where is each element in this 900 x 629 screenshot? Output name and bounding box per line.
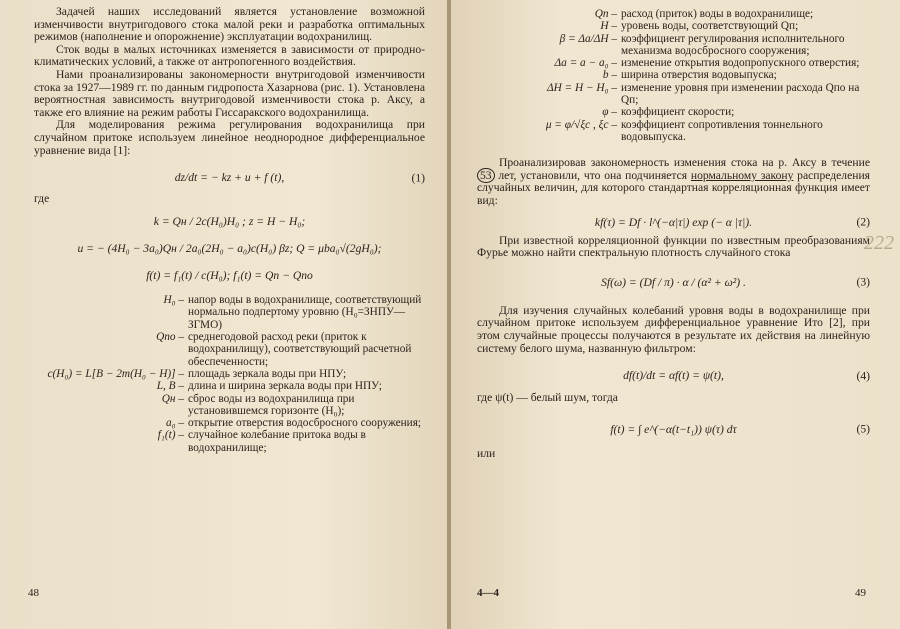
definition-symbol: a₀ – bbox=[165, 417, 184, 430]
equation-number: (2) bbox=[856, 215, 870, 229]
definition-symbol: Qп – bbox=[594, 8, 617, 20]
paragraph: или bbox=[477, 446, 496, 460]
definitions-list bbox=[34, 294, 425, 454]
definition-symbol: Qпо – bbox=[156, 331, 184, 344]
margin-note: 222 bbox=[864, 232, 894, 254]
equation-u: u = − (4H₀ − 3a₀)Qн / 2a₀(2H₀ − a₀)c(H₀) βz; Q = μba₀√(2gH₀); bbox=[77, 242, 382, 256]
definition-text: площадь зеркала воды при НПУ; bbox=[188, 367, 347, 380]
definition-text: изменение открытия водопропускного отверстия; bbox=[621, 57, 860, 70]
equation-text: df(t)/dt = αf(t) = ψ(t), bbox=[623, 369, 724, 383]
definition-text: уровень воды, соответствующий Qп; bbox=[621, 20, 799, 33]
definition-text: случайное колебание притока воды в водохранилище; bbox=[188, 429, 366, 454]
definition-text: ширина отверстия водовыпуска; bbox=[621, 69, 777, 82]
paragraph-part: распределения случайных величин, для которого стандартная корреляционная функция имеет вид: bbox=[477, 168, 870, 208]
equation-k: k = Qн / 2c(H₀)H₀ ; z = H − H₀; bbox=[153, 215, 306, 229]
paragraph: где ψ(t) — белый шум, тогда bbox=[477, 391, 618, 405]
paragraph: Для изучения случайных колебаний уровня воды в водохранилище при случайном притоке используем дифференциальное уравнение Ито [2], при этом случайные процессы получаются в результате их действия на линейную систему белого шума, названную фильтром: bbox=[477, 303, 870, 355]
definition-symbol: L, B – bbox=[156, 380, 184, 393]
equation-number: (1) bbox=[411, 171, 425, 185]
paragraph: При известной корреляционной функции по известным преобразованиям Фурье можно найти спектральную плотность случайного стока bbox=[477, 233, 870, 260]
equation-2 bbox=[477, 216, 870, 229]
definition-symbol: f₁(t) – bbox=[157, 429, 184, 442]
left-page bbox=[0, 0, 449, 629]
definition-symbol: Δa = a − a₀ – bbox=[554, 57, 617, 70]
where-label: где bbox=[34, 192, 50, 206]
paragraph bbox=[477, 157, 870, 207]
definition-text: изменение уровня при изменении расхода Qпо на Qп; bbox=[621, 81, 860, 107]
definition-text: напор воды в водохранилище, соответствующий нормально подпертому уровню (H₀=ЗНПУ—ЗГМО) bbox=[188, 294, 422, 331]
equation-text: Sf(ω) = (Df / π) · α / (α² + ω²) . bbox=[601, 275, 746, 289]
equation-3 bbox=[477, 276, 870, 289]
definition-symbol: Qн – bbox=[161, 392, 184, 405]
equation-text: kf(τ) = Df · l^(−α|τ|) exp (− α |τ|). bbox=[594, 215, 753, 229]
paragraph: Сток воды в малых источниках изменяется в зависимости от природно-климатических условий, а также от антропогенного воздействия. bbox=[34, 42, 425, 69]
definition-symbol: ΔH = H − H₀ – bbox=[546, 81, 617, 94]
paragraph: Задачей наших исследований является установление возможной изменчивости внутригодового стока малой реки и разработка оптимальных режимов (наполнение и опорожнение) эксплуатации водохранилищ. bbox=[34, 5, 425, 44]
equation-5 bbox=[477, 423, 870, 436]
definition-symbol: H – bbox=[600, 20, 617, 33]
equation-f: f(t) = f₁(t) / c(H₀); f₁(t) = Qп − Qпо bbox=[146, 269, 313, 283]
equation-number: (4) bbox=[856, 369, 870, 383]
definition-symbol: c(H₀) = L[B − 2m(H₀ − H)] – bbox=[47, 367, 184, 380]
equation-text: dz/dt = − kz + u + f (t), bbox=[174, 171, 285, 185]
definition-symbol: H₀ – bbox=[163, 294, 184, 307]
circled-years: 53 bbox=[477, 168, 495, 183]
definition-symbol: b – bbox=[602, 69, 617, 82]
definition-text: среднегодовой расход реки (приток к водохранилищу), соответствующий расчетной обеспеченности; bbox=[188, 331, 412, 368]
page-number: 48 bbox=[28, 587, 39, 599]
definition-symbol: φ – bbox=[602, 106, 617, 119]
definition-text: сброс воды из водохранилища при установившемся горизонте (H₀); bbox=[188, 392, 355, 417]
definition-text: открытие отверстия водосбросного сооружения; bbox=[188, 417, 422, 430]
equation-4 bbox=[477, 369, 870, 382]
definition-text: коэффициент сопротивления тоннельного водовыпуска. bbox=[621, 118, 823, 143]
signature-mark: 4—4 bbox=[477, 587, 499, 599]
equation-number: (5) bbox=[856, 422, 870, 436]
definition-text: расход (приток) воды в водохранилище; bbox=[621, 8, 814, 20]
definition-text: коэффициент скорости; bbox=[621, 106, 735, 119]
right-page bbox=[451, 0, 900, 629]
paragraph: Для моделирования режима регулирования водохранилища при случайном притоке используем линейное неоднородное дифференциальное уравнение вида [1]: bbox=[34, 118, 425, 157]
definition-text: коэффициент регулирования исполнительного механизма водосбросного сооружения; bbox=[621, 32, 845, 57]
equation-text: f(t) = ∫ e^(−α(t−t₁)) ψ(τ) dτ bbox=[610, 422, 737, 436]
paragraph-part: лет, установили, что она подчиняется bbox=[494, 168, 691, 182]
equation-number: (3) bbox=[856, 275, 870, 289]
definition-symbol: μ = φ/√ξc , ξc – bbox=[545, 118, 617, 131]
paragraph-part: Проанализировав закономерность изменения стока на р. Аксу в течение bbox=[499, 156, 870, 170]
paragraph: Нами проанализированы закономерности внутригодовой изменчивости стока за 1927—1989 гг. по данным гидропоста Хазарнова (рис. 1). Установлена вероятностная зависимость внутригодовой изменчивости стока р. Аксу, а также его влияние на режим работы Гиссаракского водохранилища. bbox=[34, 67, 425, 119]
page-number: 49 bbox=[855, 587, 866, 599]
definition-text: длина и ширина зеркала воды при НПУ; bbox=[188, 380, 382, 393]
definition-symbol: β = Δa/ΔH – bbox=[559, 32, 617, 45]
definitions-list bbox=[477, 8, 870, 143]
underlined-phrase: нормальному закону bbox=[690, 168, 794, 182]
equation-1 bbox=[34, 171, 425, 184]
